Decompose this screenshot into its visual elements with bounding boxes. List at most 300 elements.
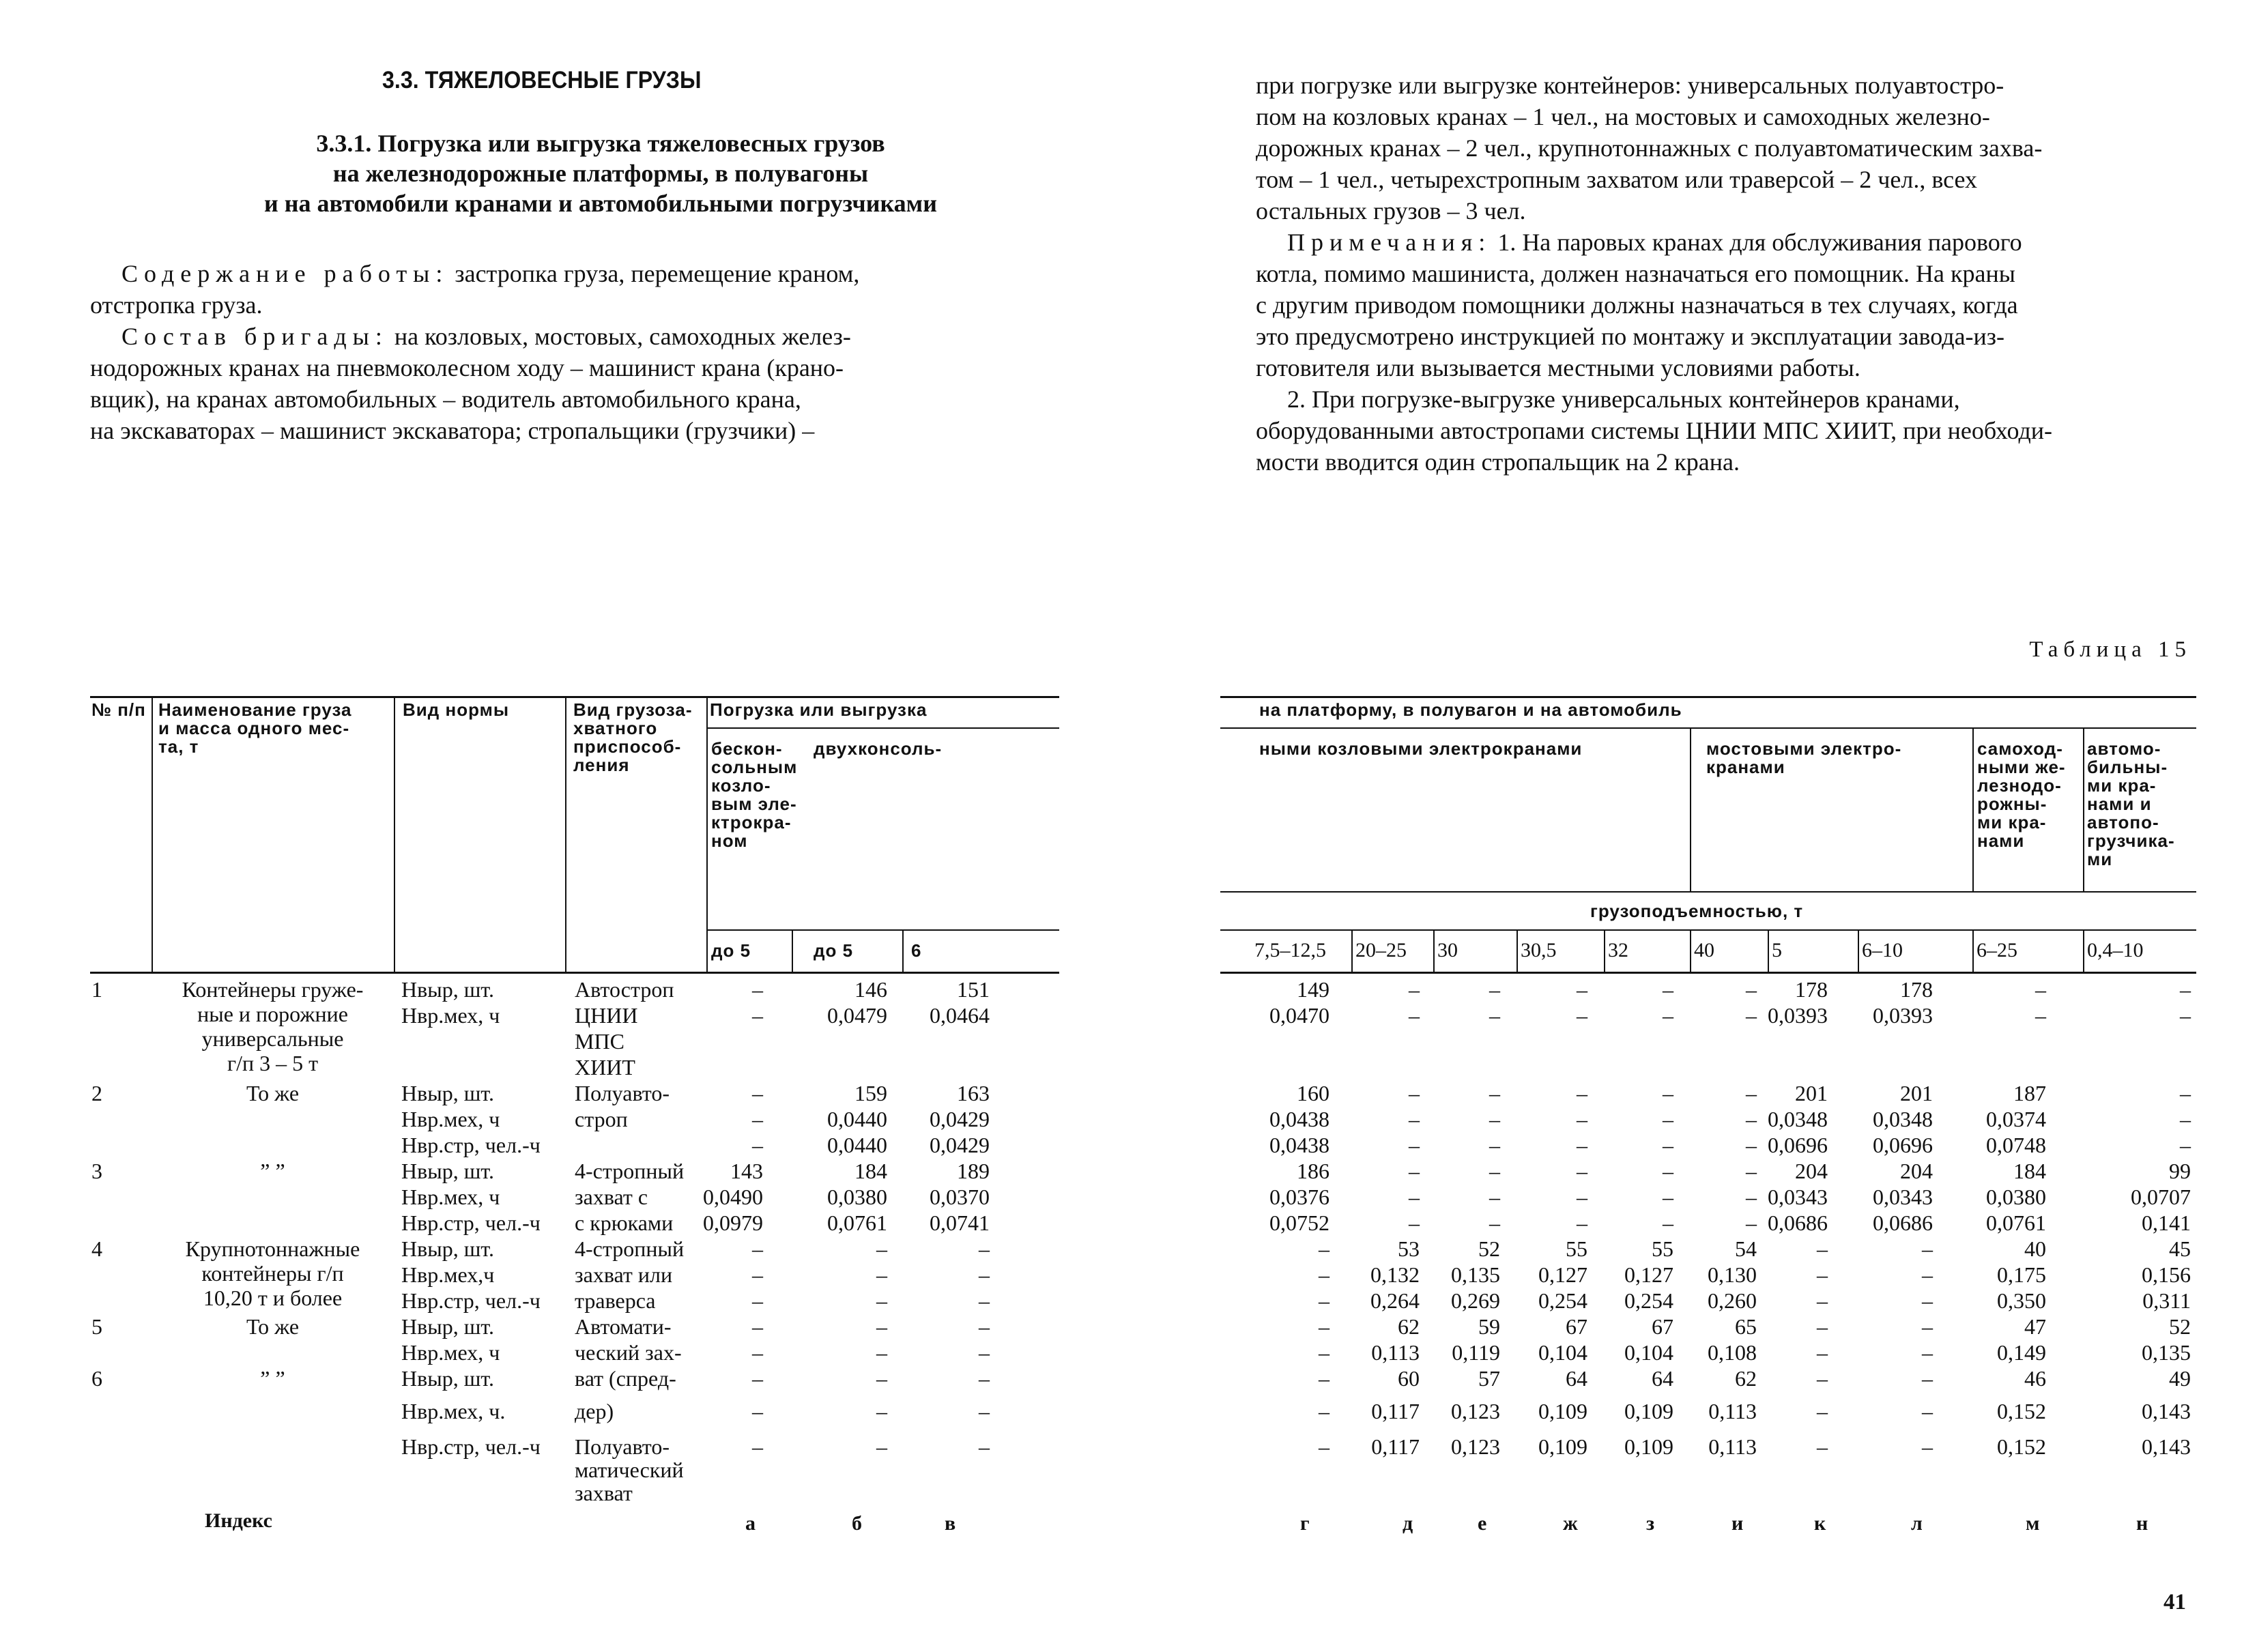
value-cell: – <box>1489 977 1500 1002</box>
value-cell: 0,108 <box>1708 1340 1757 1365</box>
value-cell: 184 <box>854 1159 887 1183</box>
value-cell: – <box>876 1236 887 1261</box>
value-cell: – <box>979 1434 990 1459</box>
value-cell: – <box>1922 1314 1933 1339</box>
value-cell: – <box>1577 1133 1587 1157</box>
rule <box>1433 929 1435 972</box>
rule <box>2083 727 2084 891</box>
value-cell: – <box>1489 1159 1500 1183</box>
value-cell: – <box>752 1262 763 1287</box>
header-line: грузчика- <box>2087 830 2175 851</box>
rule <box>706 696 708 972</box>
capacity-value: 6–25 <box>1976 939 2017 961</box>
value-cell: – <box>1577 1003 1587 1028</box>
value-cell: 0,109 <box>1538 1399 1587 1423</box>
index-letter: д <box>1403 1512 1413 1535</box>
value-cell: 55 <box>1652 1236 1673 1261</box>
value-cell: – <box>876 1262 887 1287</box>
header-group-bridge <box>1706 740 1901 777</box>
value-cell: – <box>1663 1081 1673 1105</box>
crew-label: Состав бригады: <box>121 323 388 350</box>
value-cell: – <box>2180 1133 2191 1157</box>
index-letter: к <box>1814 1512 1826 1535</box>
norm-type: Нвр.мех,ч <box>401 1262 495 1287</box>
header-line: самоход- <box>1977 738 2063 759</box>
value-cell: – <box>1817 1366 1828 1391</box>
header-line: автопо- <box>2087 812 2159 832</box>
value-cell: 0,0696 <box>1873 1133 1933 1157</box>
header-line: нами <box>1977 830 2025 851</box>
value-cell: – <box>1746 1159 1757 1183</box>
value-cell: 0,123 <box>1451 1434 1500 1459</box>
device-type: ческий зах- <box>575 1340 682 1365</box>
header-group-auto <box>2087 740 2175 869</box>
value-cell: 0,0374 <box>1986 1107 2046 1131</box>
rule <box>706 727 1059 729</box>
crew-line: на экскаваторах – машинист экскаватора; стропальщики (грузчики) – <box>90 417 815 444</box>
device-type: строп <box>575 1107 628 1131</box>
value-cell: 0,135 <box>2142 1340 2191 1365</box>
value-cell: 160 <box>1297 1081 1329 1105</box>
header-line: Вид грузоза- <box>573 699 693 720</box>
rule <box>394 696 395 972</box>
value-cell: 0,135 <box>1451 1262 1500 1287</box>
value-cell: 189 <box>957 1159 990 1183</box>
value-cell: 0,260 <box>1708 1288 1757 1313</box>
value-cell: – <box>979 1399 990 1423</box>
value-cell: 53 <box>1398 1236 1420 1261</box>
index-letter: и <box>1731 1512 1744 1535</box>
device-type: Полуавто- <box>575 1434 670 1459</box>
value-cell: 0,311 <box>2142 1288 2191 1313</box>
capacity-value: 20–25 <box>1355 939 1407 961</box>
value-cell: 187 <box>2013 1081 2046 1105</box>
value-cell: – <box>1817 1340 1828 1365</box>
value-cell: 204 <box>1795 1159 1828 1183</box>
table-label: Таблица 15 <box>2029 637 2191 662</box>
work-content-line2: отстропка груза. <box>90 291 263 319</box>
value-cell: 46 <box>2024 1366 2046 1391</box>
value-cell: 0,0380 <box>1986 1185 2046 1209</box>
value-cell: – <box>1746 1185 1757 1209</box>
header-group-rail <box>1977 740 2066 850</box>
value-cell: 65 <box>1735 1314 1757 1339</box>
rule <box>90 696 1059 698</box>
crew-line: на козловых, мостовых, самоходных желез- <box>388 323 851 350</box>
value-cell: – <box>1663 1185 1673 1209</box>
value-cell: 0,0707 <box>2131 1185 2191 1209</box>
capacity-value: 30,5 <box>1521 939 1557 961</box>
value-cell: 0,0348 <box>1873 1107 1933 1131</box>
device-type: ват (спред- <box>575 1366 676 1391</box>
value-cell: 204 <box>1900 1159 1933 1183</box>
value-cell: 0,0464 <box>930 1003 990 1028</box>
value-cell: – <box>1409 1003 1420 1028</box>
value-cell: – <box>1577 1081 1587 1105</box>
crew-paragraph <box>121 321 851 352</box>
value-cell: 0,109 <box>1538 1434 1587 1459</box>
value-cell: – <box>1922 1262 1933 1287</box>
notes-first-line <box>1287 227 2022 258</box>
right-paragraph <box>1256 70 2042 227</box>
value-cell: – <box>2180 1107 2191 1131</box>
notes-line: 2. При погрузке-выгрузке универсальных контейнеров кранами, <box>1287 386 1960 413</box>
header-line: ными же- <box>1977 757 2066 777</box>
value-cell: – <box>876 1366 887 1391</box>
value-cell: 0,0696 <box>1768 1133 1828 1157</box>
value-cell: – <box>1817 1434 1828 1459</box>
device-type: захват с <box>575 1185 648 1209</box>
value-cell: 57 <box>1478 1366 1500 1391</box>
value-cell: – <box>979 1236 990 1261</box>
value-cell: – <box>1922 1288 1933 1313</box>
value-cell: 0,0440 <box>827 1133 887 1157</box>
rule <box>1220 696 2196 698</box>
value-cell: 0,104 <box>1538 1340 1587 1365</box>
value-cell: 0,0429 <box>930 1107 990 1131</box>
value-cell: 0,0752 <box>1269 1211 1329 1235</box>
rule <box>1220 929 2196 931</box>
value-cell: 184 <box>2013 1159 2046 1183</box>
value-cell: 0,254 <box>1624 1288 1673 1313</box>
index-letter: е <box>1478 1512 1487 1535</box>
item-name-line: г/п 3 – 5 т <box>227 1051 319 1075</box>
item-name-line: 10,20 т и более <box>203 1286 343 1310</box>
work-content-label: Содержание работы: <box>121 260 449 287</box>
rule <box>1972 929 1974 972</box>
device-type: ХИИТ <box>575 1055 635 1079</box>
value-cell: – <box>1489 1133 1500 1157</box>
device-type: 4-стропный <box>575 1159 685 1183</box>
rule <box>1690 727 1691 891</box>
value-cell: – <box>1319 1434 1329 1459</box>
value-cell: 178 <box>1795 977 1828 1002</box>
notes-line: котла, помимо машиниста, должен назначаться его помощник. На краны <box>1256 260 2015 287</box>
norm-type: Нвр.стр, чел.-ч <box>401 1434 541 1459</box>
right-line: при погрузке или выгрузке контейнеров: универсальных полуавтостро- <box>1256 72 2004 99</box>
norm-type: Нвр.мех, ч <box>401 1003 500 1028</box>
value-cell: – <box>1577 977 1587 1002</box>
device-type: захват или <box>575 1262 673 1287</box>
value-cell: 0,0348 <box>1768 1107 1828 1131</box>
value-cell: – <box>876 1314 887 1339</box>
header-cantilever <box>711 740 797 850</box>
notes-line: с другим приводом помощники должны назначаться в тех случаях, когда <box>1256 291 2018 319</box>
header-device <box>573 701 693 774</box>
header-line: нами и <box>2087 794 2152 814</box>
value-cell: 0,113 <box>1371 1340 1420 1365</box>
item-number: 5 <box>91 1314 102 1339</box>
norm-type: Нвыр, шт. <box>401 1314 494 1339</box>
norm-type: Нвыр, шт. <box>401 1081 494 1105</box>
header-load: Погрузка или выгрузка <box>710 699 928 720</box>
value-cell: 0,109 <box>1624 1399 1673 1423</box>
norm-type: Нвр.мех, ч <box>401 1185 500 1209</box>
value-cell: – <box>1663 1003 1673 1028</box>
value-cell: 178 <box>1900 977 1933 1002</box>
value-cell: – <box>1409 1211 1420 1235</box>
header-line: вым эле- <box>711 794 797 814</box>
item-name: То же <box>246 1081 300 1105</box>
header-line: ном <box>711 830 748 851</box>
device-type: захват <box>575 1481 633 1505</box>
value-cell: 0,254 <box>1538 1288 1587 1313</box>
value-cell: 143 <box>730 1159 763 1183</box>
norm-type: Нвыр, шт. <box>401 1366 494 1391</box>
device-type: МПС <box>575 1029 624 1054</box>
value-cell: – <box>876 1340 887 1365</box>
subsection-title-line: на железнодорожные платформы, в полувагоны <box>332 160 869 187</box>
index-letter: а <box>745 1512 756 1535</box>
rule <box>1690 929 1691 972</box>
value-cell: – <box>1746 1003 1757 1028</box>
right-line: том – 1 чел., четырехстропным захватом или траверсой – 2 чел., всех <box>1256 166 1978 193</box>
value-cell: 52 <box>1478 1236 1500 1261</box>
value-cell: 0,127 <box>1538 1262 1587 1287</box>
value-cell: – <box>1577 1185 1587 1209</box>
value-cell: – <box>1922 1340 1933 1365</box>
value-cell: – <box>1577 1211 1587 1235</box>
value-cell: 0,0343 <box>1768 1185 1828 1209</box>
value-cell: – <box>979 1262 990 1287</box>
notes-line: оборудованными автостропами системы ЦНИИ МПС ХИИТ, при необходи- <box>1256 417 2053 444</box>
item-name <box>152 977 394 1075</box>
value-cell: – <box>1319 1262 1329 1287</box>
value-cell: – <box>1319 1366 1329 1391</box>
value-cell: 0,0376 <box>1269 1185 1329 1209</box>
capacity-value: 40 <box>1694 939 1714 961</box>
item-number: 2 <box>91 1081 102 1105</box>
item-name: ” ” <box>260 1159 285 1183</box>
value-cell: 151 <box>957 977 990 1002</box>
value-cell: – <box>1817 1262 1828 1287</box>
norm-type: Нвр.мех, ч. <box>401 1399 506 1423</box>
device-type: Полуавто- <box>575 1081 670 1105</box>
value-cell: 62 <box>1398 1314 1420 1339</box>
rule <box>902 929 904 972</box>
value-cell: – <box>979 1340 990 1365</box>
index-letter: л <box>1911 1512 1923 1535</box>
norm-type: Нвр.стр, чел.-ч <box>401 1133 541 1157</box>
value-cell: – <box>1746 1081 1757 1105</box>
header-line: автомо- <box>2087 738 2161 759</box>
capacity-value: 7,5–12,5 <box>1254 939 1326 961</box>
device-type: с крюками <box>575 1211 674 1235</box>
value-cell: – <box>1922 1399 1933 1423</box>
value-cell: 0,0741 <box>930 1211 990 1235</box>
value-cell: 0,0438 <box>1269 1133 1329 1157</box>
value-cell: 40 <box>2024 1236 2046 1261</box>
right-line: пом на козловых кранах – 1 чел., на мостовых и самоходных железно- <box>1256 103 1990 130</box>
rule <box>1351 929 1353 972</box>
value-cell: 149 <box>1297 977 1329 1002</box>
notes-line: готовителя или вызывается местными условиями работы. <box>1256 354 1860 381</box>
device-type: матический <box>575 1458 684 1482</box>
right-line: остальных грузов – 3 чел. <box>1256 197 1526 224</box>
crew-line: нодорожных кранах на пневмоколесном ходу – машинист крана (крано- <box>90 354 844 381</box>
item-name-line: универсальные <box>201 1026 344 1051</box>
value-cell: 0,123 <box>1451 1399 1500 1423</box>
value-cell: – <box>1746 1107 1757 1131</box>
value-cell: – <box>1319 1340 1329 1365</box>
value-cell: – <box>1409 1081 1420 1105</box>
value-cell: 0,104 <box>1624 1340 1673 1365</box>
value-cell: – <box>1409 977 1420 1002</box>
header-line: ми кра- <box>1977 812 2047 832</box>
index-letter: м <box>2026 1512 2040 1535</box>
header-line: сольным <box>711 757 798 777</box>
value-cell: – <box>1817 1236 1828 1261</box>
item-number: 6 <box>91 1366 102 1391</box>
capacity-value: 5 <box>1772 939 1782 961</box>
value-cell: 0,113 <box>1708 1434 1757 1459</box>
header-double: двухконсоль- <box>814 738 943 759</box>
value-cell: 0,0393 <box>1873 1003 1933 1028</box>
value-cell: – <box>1922 1366 1933 1391</box>
value-cell: – <box>1489 1081 1500 1105</box>
right-line: дорожных кранах – 2 чел., крупнотоннажных с полуавтоматическим захва- <box>1256 134 2043 162</box>
item-number: 3 <box>91 1159 102 1183</box>
value-cell: 201 <box>1795 1081 1828 1105</box>
capacity-value: 6–10 <box>1862 939 1903 961</box>
value-cell: – <box>1409 1185 1420 1209</box>
rule <box>1604 929 1605 972</box>
value-cell: 64 <box>1652 1366 1673 1391</box>
value-cell: – <box>752 1003 763 1028</box>
item-name <box>152 1236 394 1310</box>
value-cell: – <box>1922 1434 1933 1459</box>
value-cell: – <box>752 1133 763 1157</box>
value-cell: – <box>1663 977 1673 1002</box>
value-cell: 0,117 <box>1371 1434 1420 1459</box>
rule <box>1768 929 1769 972</box>
capacity-value: 32 <box>1608 939 1628 961</box>
norm-type: Нвыр, шт. <box>401 1159 494 1183</box>
header-norm: Вид нормы <box>403 699 510 720</box>
rule <box>1220 891 2196 893</box>
value-cell: 0,119 <box>1452 1340 1500 1365</box>
rule <box>792 929 793 972</box>
value-cell: 54 <box>1735 1236 1757 1261</box>
value-cell: – <box>1577 1159 1587 1183</box>
value-cell: 67 <box>1566 1314 1587 1339</box>
header-line: рожны- <box>1977 794 2047 814</box>
work-content-paragraph <box>121 258 1022 289</box>
value-cell: 52 <box>2169 1314 2191 1339</box>
value-cell: – <box>2035 977 2046 1002</box>
item-number: 4 <box>91 1236 102 1261</box>
value-cell: – <box>1817 1288 1828 1313</box>
value-cell: – <box>2180 1003 2191 1028</box>
value-cell: 0,350 <box>1997 1288 2046 1313</box>
value-cell: – <box>1922 1236 1933 1261</box>
value-cell: 0,0393 <box>1768 1003 1828 1028</box>
value-cell: – <box>1409 1107 1420 1131</box>
device-type: ЦНИИ <box>575 1003 638 1028</box>
header-num: № п/п <box>91 699 146 720</box>
norm-type: Нвр.стр, чел.-ч <box>401 1211 541 1235</box>
index-letter: в <box>945 1512 956 1535</box>
value-cell: 0,130 <box>1708 1262 1757 1287</box>
value-cell: – <box>876 1288 887 1313</box>
value-cell: – <box>1746 977 1757 1002</box>
norm-type: Нвыр, шт. <box>401 1236 494 1261</box>
header-line: приспособ- <box>573 736 682 757</box>
value-cell: – <box>1663 1159 1673 1183</box>
item-name: ” ” <box>260 1366 285 1391</box>
item-name-line: Крупнотоннажные <box>185 1236 360 1261</box>
value-cell: 0,152 <box>1997 1434 2046 1459</box>
index-letter: б <box>852 1512 862 1535</box>
value-cell: 47 <box>2024 1314 2046 1339</box>
value-cell: – <box>752 1434 763 1459</box>
value-cell: 99 <box>2169 1159 2191 1183</box>
value-cell: 0,127 <box>1624 1262 1673 1287</box>
value-cell: – <box>1409 1159 1420 1183</box>
value-cell: 0,0470 <box>1269 1003 1329 1028</box>
value-cell: 146 <box>854 977 887 1002</box>
header-cap: до 5 <box>711 940 751 961</box>
header-top: на платформу, в полувагон и на автомобиль <box>1259 699 1682 720</box>
value-cell: 55 <box>1566 1236 1587 1261</box>
subsection-title-line: 3.3.1. Погрузка или выгрузка тяжеловесных грузов <box>316 130 885 157</box>
value-cell: 0,264 <box>1370 1288 1420 1313</box>
index-letter: г <box>1300 1512 1310 1535</box>
value-cell: 45 <box>2169 1236 2191 1261</box>
value-cell: – <box>1319 1236 1329 1261</box>
value-cell: – <box>1319 1288 1329 1313</box>
value-cell: – <box>876 1399 887 1423</box>
header-cap: до 5 <box>814 940 854 961</box>
value-cell: 0,175 <box>1997 1262 2046 1287</box>
device-type: 4-стропный <box>575 1236 685 1261</box>
value-cell: – <box>752 1081 763 1105</box>
value-cell: – <box>979 1366 990 1391</box>
value-cell: – <box>1746 1133 1757 1157</box>
value-cell: – <box>876 1434 887 1459</box>
work-content-text: застропка груза, перемещение краном, <box>448 260 860 287</box>
value-cell: 49 <box>2169 1366 2191 1391</box>
value-cell: 0,269 <box>1451 1288 1500 1313</box>
crew-line: вщик), на кранах автомобильных – водитель автомобильного крана, <box>90 386 801 413</box>
value-cell: 0,143 <box>2142 1434 2191 1459</box>
header-line: ми кра- <box>2087 775 2157 796</box>
value-cell: – <box>2180 977 2191 1002</box>
value-cell: 0,0686 <box>1873 1211 1933 1235</box>
value-cell: 186 <box>1297 1159 1329 1183</box>
value-cell: – <box>1489 1003 1500 1028</box>
value-cell: 64 <box>1566 1366 1587 1391</box>
value-cell: – <box>752 977 763 1002</box>
header-line: лезнодо- <box>1977 775 2062 796</box>
header-name <box>158 701 352 756</box>
value-cell: 0,0686 <box>1768 1211 1828 1235</box>
rule <box>90 972 1059 974</box>
value-cell: – <box>1489 1107 1500 1131</box>
norm-type: Нвр.мех, ч <box>401 1107 500 1131</box>
notes-line: это предусмотрено инструкцией по монтажу и эксплуатации завода-из- <box>1256 323 2005 350</box>
value-cell: 0,109 <box>1624 1434 1673 1459</box>
header-group-gantry: ными козловыми электрокранами <box>1259 738 1583 759</box>
value-cell: 0,0490 <box>703 1185 763 1209</box>
norm-type: Нвр.мех, ч <box>401 1340 500 1365</box>
device-type: траверса <box>575 1288 656 1313</box>
item-name-line: контейнеры г/п <box>201 1261 344 1286</box>
value-cell: – <box>1663 1211 1673 1235</box>
value-cell: 0,0429 <box>930 1133 990 1157</box>
value-cell: 0,156 <box>2142 1262 2191 1287</box>
notes-paragraph <box>1256 258 2052 478</box>
